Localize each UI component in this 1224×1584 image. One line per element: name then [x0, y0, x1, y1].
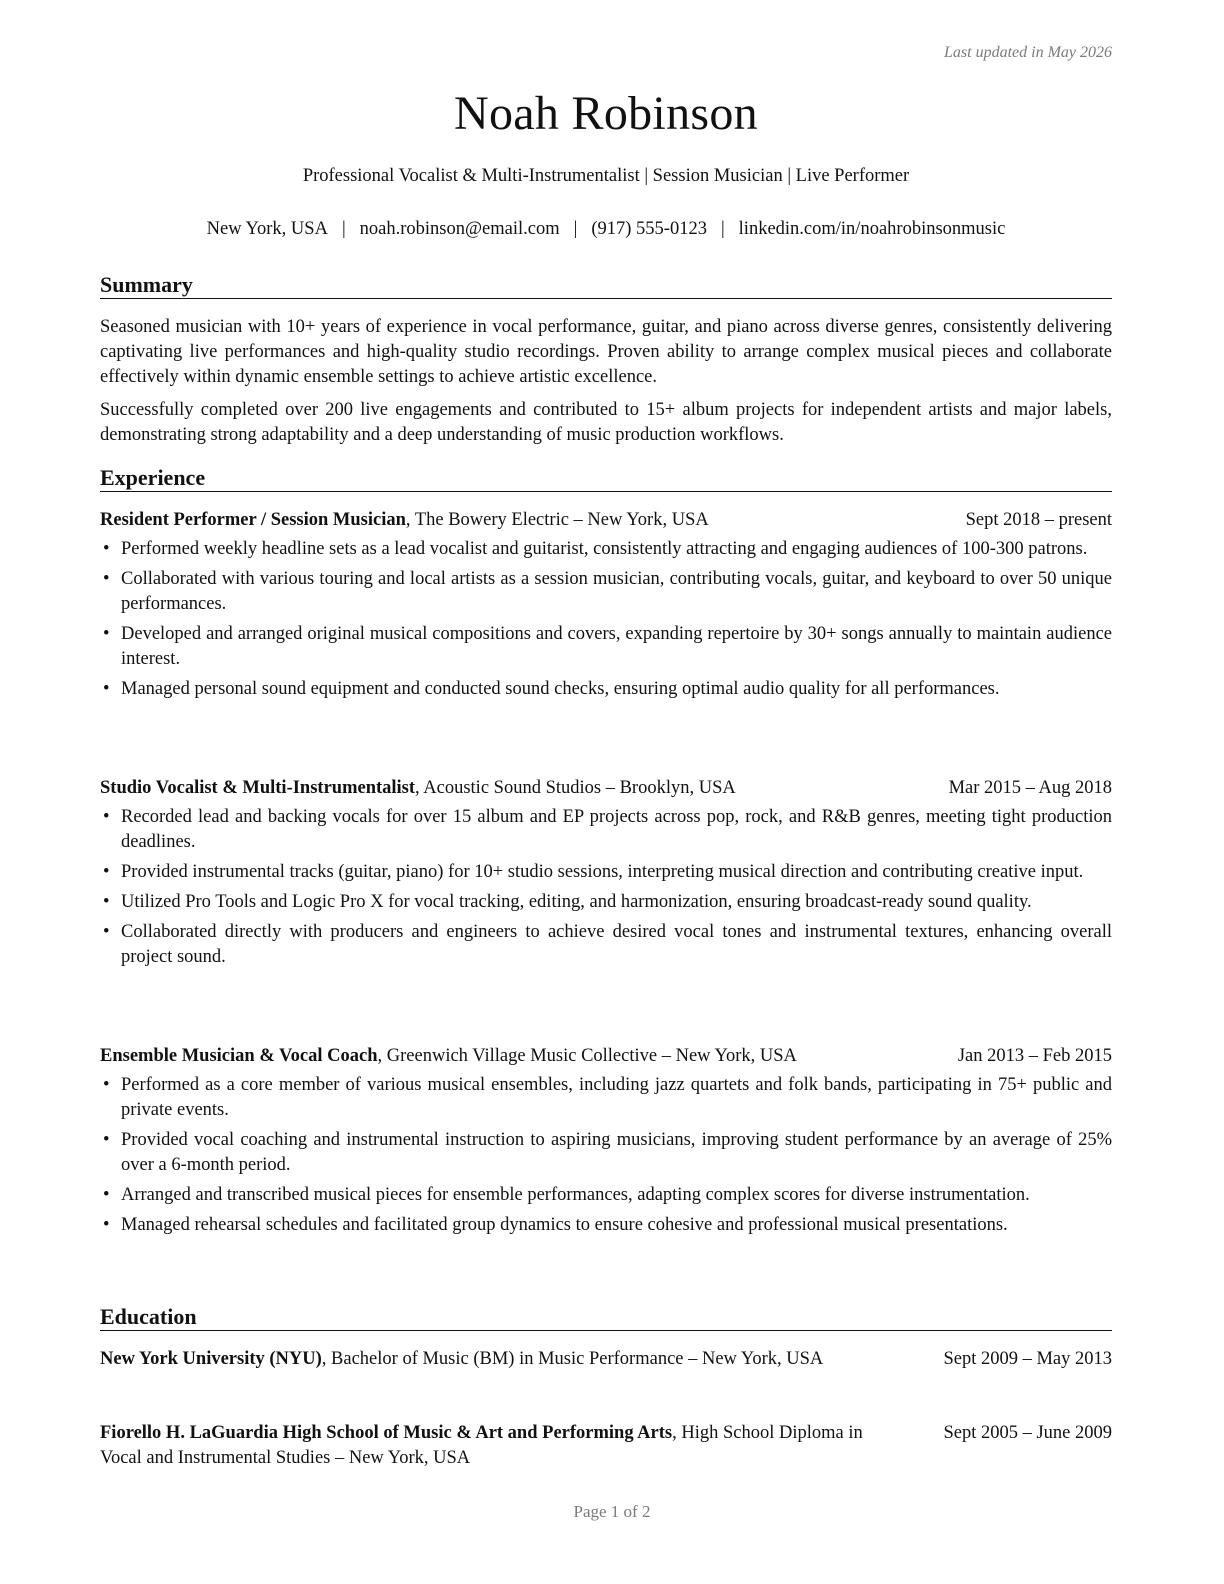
candidate-name: Noah Robinson [454, 87, 758, 140]
job-bullet: • Collaborated with various touring and local artists as a session musician, contributing vocals, guitar, and keyboard to over 50 unique performances. [103, 569, 1112, 614]
education-entry [100, 1421, 1112, 1471]
job-bullet: • Provided vocal coaching and instrumental instruction to aspiring musicians, improving student performance by an average of 25% over a 6-month period. [103, 1130, 1112, 1175]
contact-linkedin[interactable]: linkedin.com/in/noahrobinsonmusic [738, 219, 1006, 239]
job-role: Studio Vocalist & Multi-Instrumentalist [100, 778, 416, 798]
page-number: Page 1 of 2 [573, 1502, 651, 1521]
job-org: , Greenwich Village Music Collective – New York, USA [377, 1046, 797, 1066]
job-bullets [100, 1073, 1112, 1243]
contact-location: New York, USA [206, 219, 328, 239]
education-text [100, 1421, 890, 1471]
bullet-icon: • [103, 1185, 110, 1205]
job-role: Resident Performer / Session Musician [100, 510, 406, 530]
bullet-icon: • [103, 862, 110, 882]
contact-separator: | [341, 219, 346, 239]
education-detail: , Bachelor of Music (BM) in Music Performance – New York, USA [321, 1349, 824, 1369]
bullet-icon: • [103, 624, 110, 644]
education-detail: , High School Diploma in Vocal and Instrumental Studies – New York, USA [100, 1423, 863, 1468]
bullet-icon: • [103, 807, 110, 827]
headline: Professional Vocalist & Multi-Instrumentalist | Session Musician | Live Performer [302, 166, 910, 186]
bullet-icon: • [103, 679, 110, 699]
job-dates: Jan 2013 – Feb 2015 [957, 1046, 1112, 1066]
bullet-icon: • [103, 922, 110, 942]
education-dates: Sept 2005 – June 2009 [943, 1423, 1112, 1443]
job-bullet: • Arranged and transcribed musical pieces for ensemble performances, adapting complex scores for diverse instrumentation. [100, 1183, 1112, 1208]
job-bullet: • Provided instrumental tracks (guitar, piano) for 10+ studio sessions, interpreting musical direction and contributing creative input. [100, 860, 1112, 885]
bullet-icon: • [103, 1075, 110, 1095]
job-role: Ensemble Musician & Vocal Coach [100, 1046, 378, 1066]
job-bullet: • Managed personal sound equipment and conducted sound checks, ensuring optimal audio quality for all performances. [100, 677, 1112, 702]
contact-phone: (917) 555-0123 [591, 219, 707, 239]
job-org: , Acoustic Sound Studios – Brooklyn, USA [415, 778, 736, 798]
job-bullet: • Recorded lead and backing vocals for over 15 album and EP projects across pop, rock, and R&B genres, meeting tight production deadlines. [103, 807, 1112, 852]
job-org: , The Bowery Electric – New York, USA [405, 510, 709, 530]
summary-paragraph: Successfully completed over 200 live engagements and contributed to 15+ album projects for independent artists and major labels, demonstrating strong adaptability and a deep understanding of music production workflows. [100, 400, 1112, 445]
last-updated: Last updated in May 2026 [944, 44, 1112, 61]
job-bullet: • Performed weekly headline sets as a lead vocalist and guitarist, consistently attracting and engaging audiences of 100-300 patrons. [100, 537, 1112, 562]
job-dates: Sept 2018 – present [965, 510, 1112, 530]
job-bullets [100, 537, 1112, 707]
bullet-icon: • [103, 892, 110, 912]
job-dates: Mar 2015 – Aug 2018 [948, 778, 1112, 798]
bullet-icon: • [103, 1130, 110, 1150]
contact-line [100, 219, 1112, 240]
education-school: New York University (NYU) [100, 1349, 322, 1369]
education-entry [100, 1347, 1112, 1372]
summary-paragraph: Seasoned musician with 10+ years of experience in vocal performance, guitar, and piano across diverse genres, consistently delivering captivating live performances and high-quality studio recordings. Proven ability to arrange complex musical pieces and collaborate effectively within dynamic ensemble settings to achieve artistic excellence. [100, 317, 1112, 387]
contact-separator: | [720, 219, 725, 239]
job-bullet: • Managed rehearsal schedules and facilitated group dynamics to ensure cohesive and professional musical presentations. [100, 1213, 1112, 1238]
education-school: Fiorello H. LaGuardia High School of Music & Art and Performing Arts [100, 1423, 673, 1443]
contact-separator: | [573, 219, 578, 239]
bullet-icon: • [103, 1215, 110, 1235]
bullet-icon: • [103, 569, 110, 589]
bullet-icon: • [103, 539, 110, 559]
section-title-summary: Summary [100, 272, 1112, 299]
job-bullet: • Developed and arranged original musical compositions and covers, expanding repertoire by 30+ songs annually to maintain audience interest. [103, 624, 1112, 669]
job-bullet: • Utilized Pro Tools and Logic Pro X for vocal tracking, editing, and harmonization, ensuring broadcast-ready sound quality. [100, 890, 1112, 915]
education-text [100, 1347, 890, 1372]
job-header [100, 508, 1112, 533]
education-dates: Sept 2009 – May 2013 [943, 1349, 1112, 1369]
contact-email[interactable]: noah.robinson@email.com [359, 219, 560, 239]
job-bullets [100, 805, 1112, 975]
job-bullet: • Collaborated directly with producers and engineers to achieve desired vocal tones and instrumental textures, enhancing overall project sound. [103, 922, 1112, 967]
job-header [100, 776, 1112, 801]
job-header [100, 1044, 1112, 1069]
section-title-experience: Experience [100, 465, 1112, 492]
job-bullet: • Performed as a core member of various musical ensembles, including jazz quartets and folk bands, participating in 75+ public and private events. [103, 1075, 1112, 1120]
section-title-education: Education [100, 1304, 1112, 1331]
